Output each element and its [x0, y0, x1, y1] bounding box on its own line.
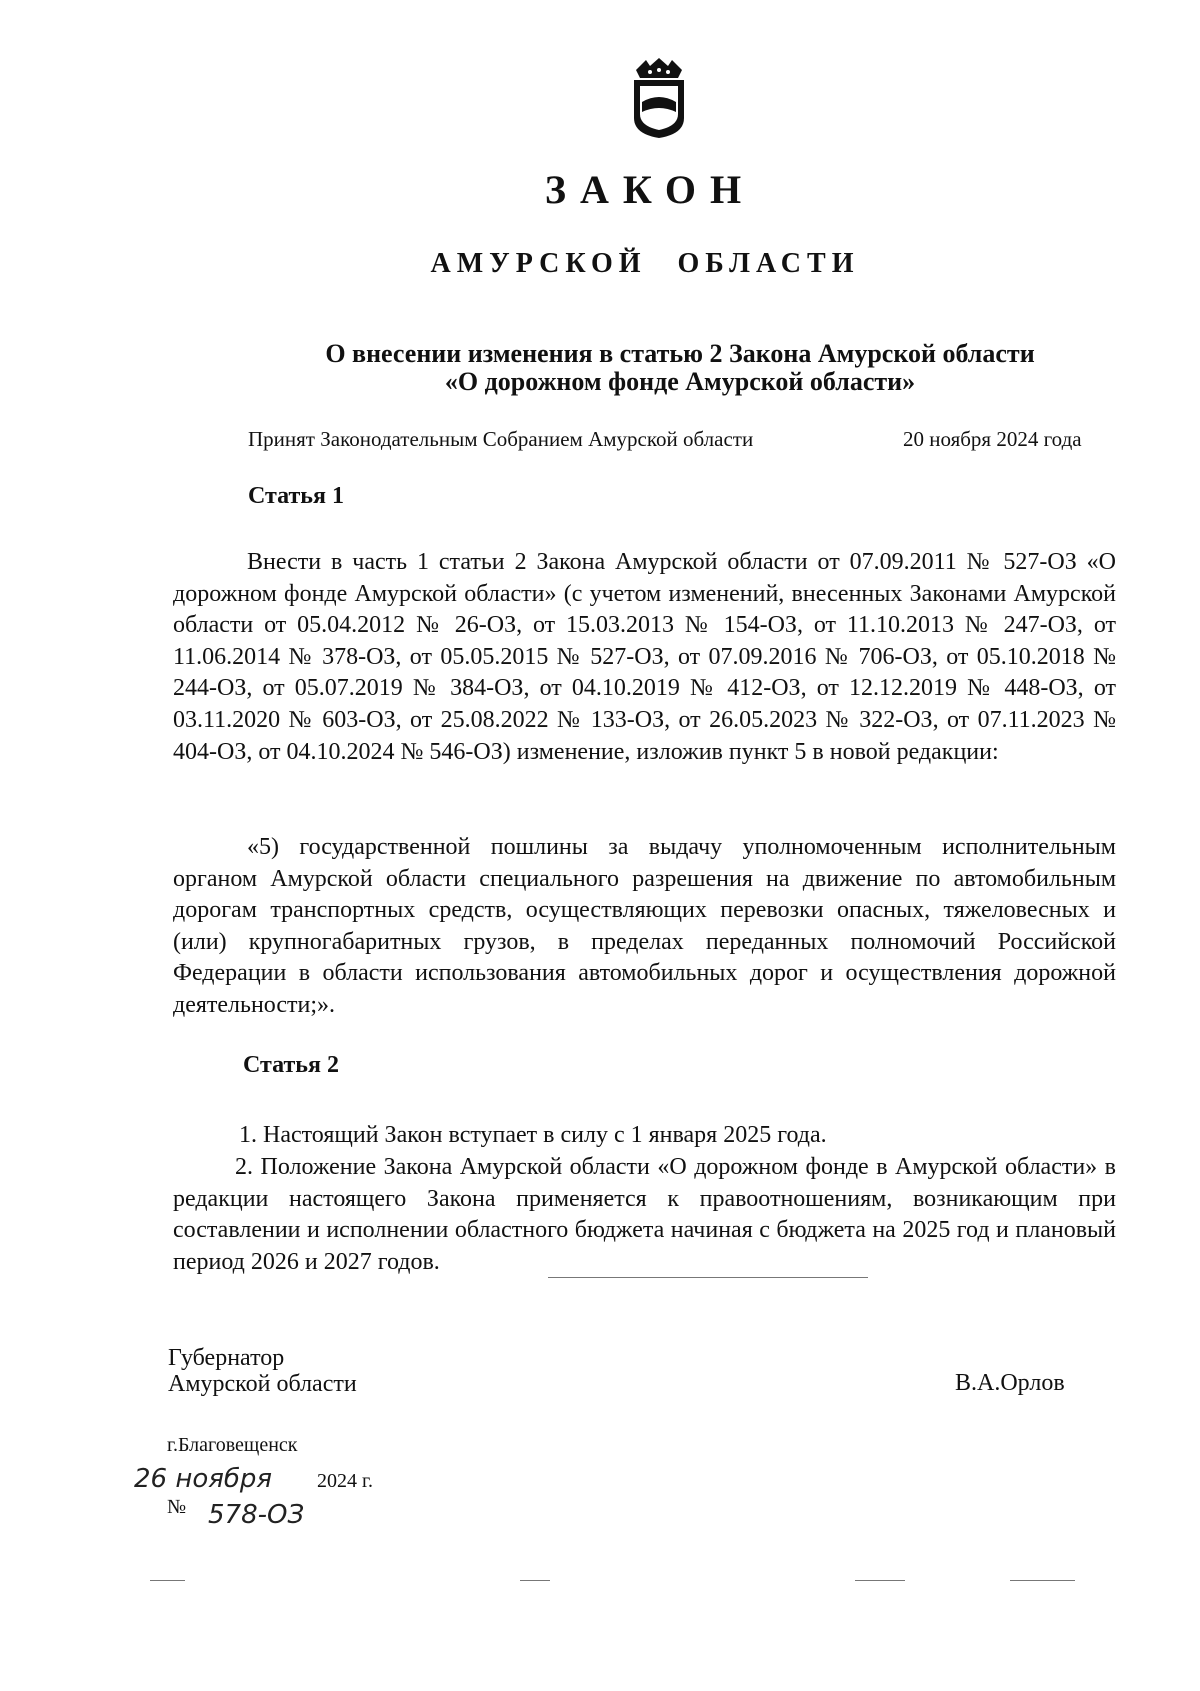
- article-1-paragraph-2: «5) государственной пошлины за выдачу уполномоченным исполнительным органом Амурской области специального разрешения на движение по автомобильным дорогам транспортных средств, осуществляющих перевозки опасных, тяжеловесных и (или) крупногабаритных грузов, в пределах переданных полномочий Российской Федерации в области использования автомобильных дорог и осуществления дорожной деятельности;».: [173, 834, 1116, 1018]
- adoption-statement: Принят Законодательным Собранием Амурской области: [248, 427, 754, 451]
- article-2-item-1: 1. Настоящий Закон вступает в силу с 1 января 2025 года.: [239, 1122, 827, 1148]
- law-number-label: №: [167, 1496, 187, 1518]
- article-1-heading: Статья 1: [248, 483, 344, 509]
- coat-of-arms-icon: [628, 56, 690, 140]
- signatory-name: В.А.Орлов: [955, 1370, 1065, 1396]
- article-2-heading: Статья 2: [243, 1052, 339, 1078]
- article-2-item-2: 2. Положение Закона Амурской области «О дорожном фонде в Амурской области» в редакции настоящего Закона применяется к правоотношениям, возникающим при составлении и исполнении областного бюджета начиная с бюджета на 2025 год и плановый период 2026 и 2027 годов.: [173, 1154, 1116, 1275]
- adoption-date: 20 ноября 2024 года: [903, 427, 1082, 451]
- law-title: [280, 340, 1080, 396]
- signatory-position-line-2: Амурской области: [168, 1371, 357, 1397]
- handwritten-date: 26 ноября: [134, 1464, 273, 1494]
- scan-artifact-line: [548, 1277, 868, 1278]
- law-title-line-2: «О дорожном фонде Амурской области»: [444, 367, 916, 396]
- scan-artifact-line: [1010, 1580, 1075, 1581]
- article-1-paragraph-1: Внести в часть 1 статьи 2 Закона Амурской области от 07.09.2011 № 527-ОЗ «О дорожном фонде Амурской области» (с учетом изменений, внесенных Законами Амурской области от 05.04.2012 № 26-ОЗ, от 15.03.2013 № 154-ОЗ, от 11.10.2013 № 247-ОЗ, от 11.06.2014 № 378-ОЗ, от 05.05.2015 № 527-ОЗ, от 07.09.2016 № 706-ОЗ, от 05.10.2018 № 244-ОЗ, от 05.07.2019 № 384-ОЗ, от 04.10.2019 № 412-ОЗ, от 12.12.2019 № 448-ОЗ, от 03.11.2020 № 603-ОЗ, от 25.08.2022 № 133-ОЗ, от 26.05.2023 № 322-ОЗ, от 07.11.2023 № 404-ОЗ, от 04.10.2024 № 546-ОЗ) изменение, изложив пункт 5 в новой редакции:: [173, 549, 1116, 765]
- signatory-position: [168, 1345, 357, 1397]
- signing-year: 2024 г.: [317, 1470, 373, 1492]
- scan-artifact-line: [520, 1580, 550, 1581]
- signing-city: г.Благовещенск: [167, 1434, 298, 1456]
- handwritten-law-number: 578-ОЗ: [208, 1500, 305, 1530]
- scan-artifact-line: [855, 1580, 905, 1581]
- region-heading: АМУРСКОЙ ОБЛАСТИ: [430, 248, 860, 279]
- document-type-heading: ЗАКОН: [544, 167, 756, 212]
- scan-artifact-line: [150, 1580, 185, 1581]
- signatory-position-line-1: Губернатор: [168, 1345, 285, 1371]
- law-title-line-1: О внесении изменения в статью 2 Закона Амурской области: [325, 339, 1035, 368]
- signing-date: [134, 1464, 373, 1494]
